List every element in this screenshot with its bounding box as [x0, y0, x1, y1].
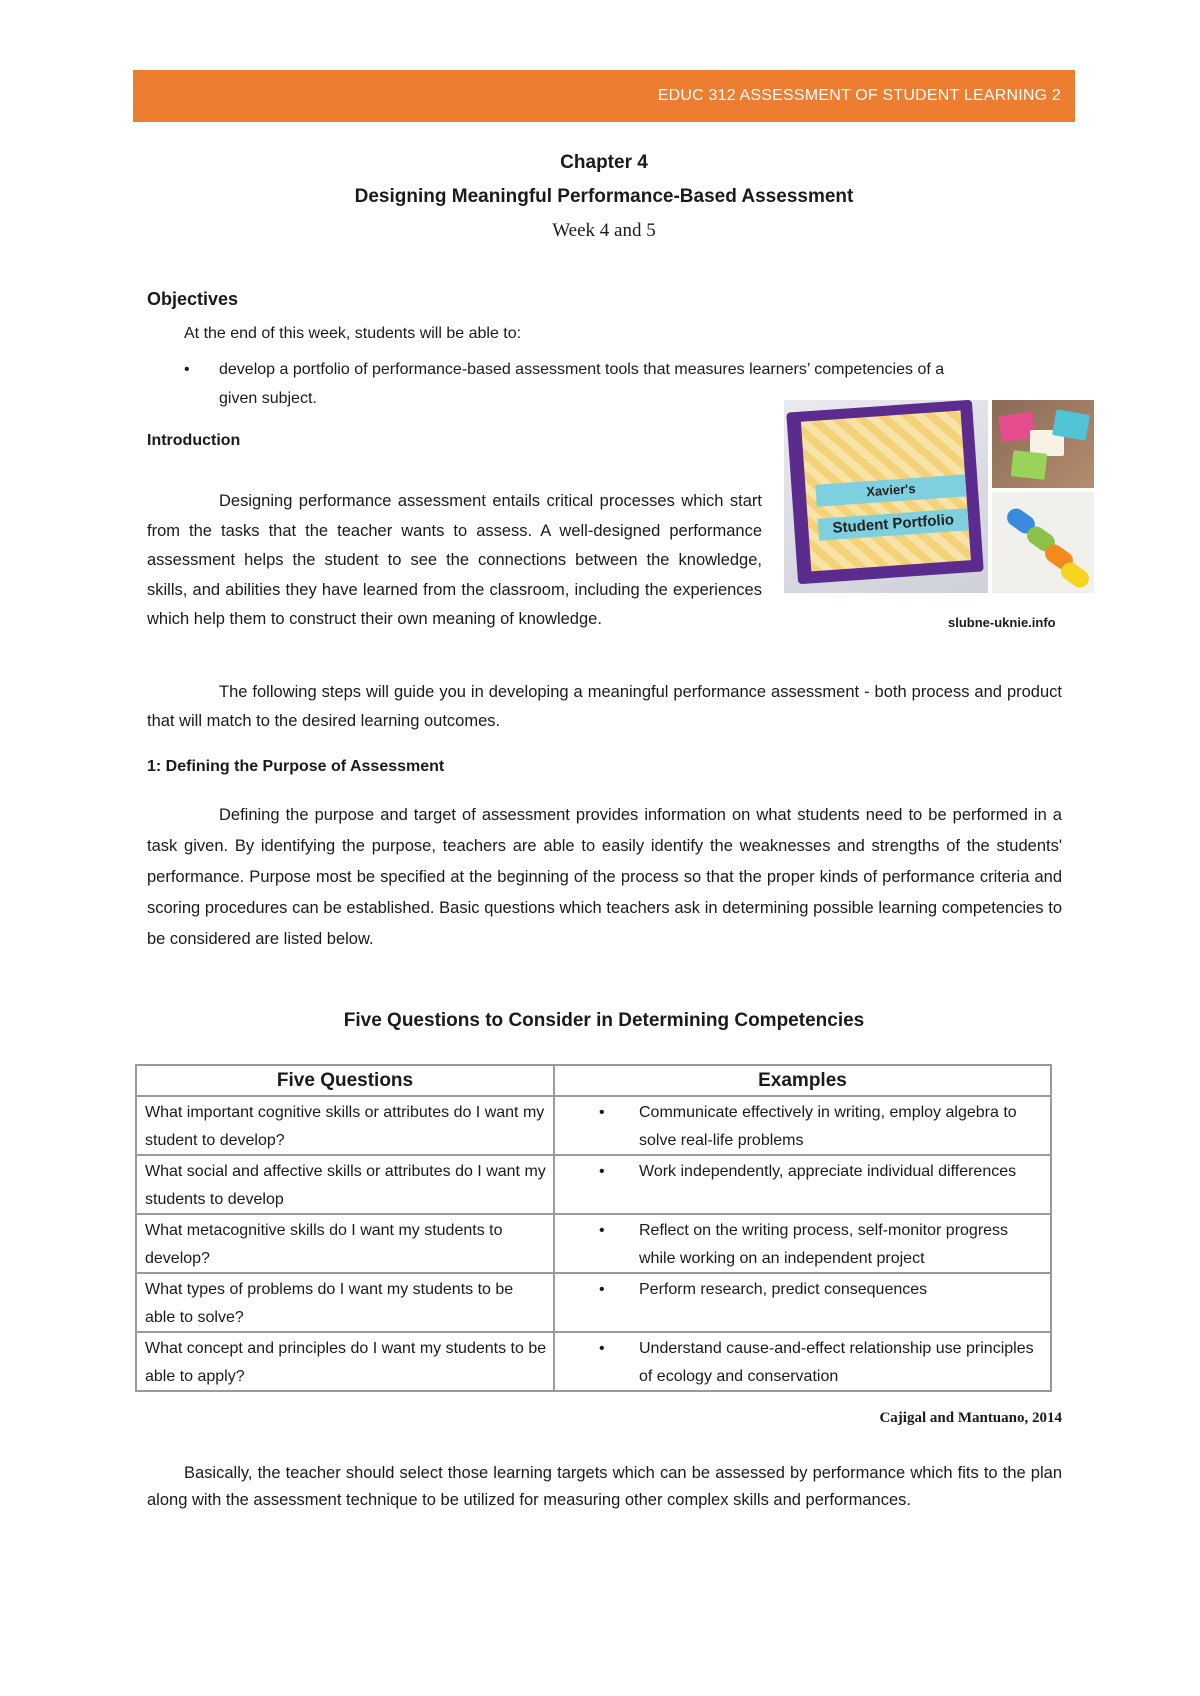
bullet-icon: •	[184, 361, 190, 378]
introduction-heading: Introduction	[147, 432, 241, 449]
binder-cover	[801, 411, 971, 572]
example-text: Understand cause-and-effect relationship use principles of ecology and conservation	[639, 1340, 1034, 1385]
example-text: Communicate effectively in writing, employ algebra to solve real-life problems	[639, 1104, 1017, 1149]
bullet-icon: •	[599, 1222, 605, 1239]
bullet-icon: •	[599, 1281, 605, 1298]
example-cell	[554, 1214, 1051, 1273]
table-header-row	[136, 1065, 1051, 1096]
binder-label-title: Student Portfolio	[818, 508, 969, 540]
table-citation: Cajigal and Mantuano, 2014	[879, 1410, 1062, 1426]
tabs-photo	[992, 492, 1094, 593]
table-row	[136, 1155, 1051, 1214]
chapter-label: Chapter 4	[560, 152, 648, 173]
question-cell: What types of problems do I want my students to be able to solve?	[136, 1273, 554, 1332]
bullet-icon: •	[599, 1163, 605, 1180]
closing-paragraph: Basically, the teacher should select those learning targets which can be assessed by performance which fits to the plan along with the assessment technique to be utilized for measuring other complex skills and performances.	[147, 1464, 1062, 1509]
header-bar	[133, 70, 1075, 122]
card-shape	[1052, 409, 1090, 441]
binder-photo	[784, 400, 988, 593]
binder-label-name: Xavier's	[815, 474, 966, 506]
question-cell: What metacognitive skills do I want my students to develop?	[136, 1214, 554, 1273]
page-title: Designing Meaningful Performance-Based Assessment	[354, 186, 854, 207]
example-text: Reflect on the writing process, self-monitor progress while working on an independent project	[639, 1222, 1009, 1267]
example-cell	[554, 1332, 1051, 1391]
table-row	[136, 1273, 1051, 1332]
example-text: Work independently, appreciate individual differences	[639, 1163, 1017, 1180]
portfolio-photo	[784, 400, 1094, 593]
objectives-heading: Objectives	[147, 289, 239, 309]
step-1-heading: 1: Defining the Purpose of Assessment	[147, 758, 445, 775]
header-five-questions: Five Questions	[136, 1065, 554, 1096]
example-text: Perform research, predict consequences	[639, 1281, 928, 1298]
course-title: EDUC 312 ASSESSMENT OF STUDENT LEARNING 2	[657, 87, 1061, 104]
table-row	[136, 1214, 1051, 1273]
example-cell	[554, 1096, 1051, 1155]
competencies-table	[135, 1064, 1052, 1392]
example-cell	[554, 1273, 1051, 1332]
table-row	[136, 1332, 1051, 1391]
example-cell	[554, 1155, 1051, 1214]
cards-photo	[992, 400, 1094, 488]
objective-text: develop a portfolio of performance-based assessment tools that measures learners’ competencies of a given subject.	[219, 361, 945, 407]
image-caption: slubne-uknie.info	[948, 615, 1056, 630]
objectives-intro: At the end of this week, students will be able to:	[184, 325, 522, 342]
steps-intro-paragraph: The following steps will guide you in developing a meaningful performance assessment - both process and product that will match to the desired learning outcomes.	[147, 683, 1062, 730]
header-examples: Examples	[554, 1065, 1051, 1096]
binder-image	[786, 400, 984, 584]
card-shape	[1011, 450, 1048, 479]
table-row	[136, 1096, 1051, 1155]
week-label: Week 4 and 5	[552, 220, 656, 241]
introduction-paragraph: Designing performance assessment entails critical processes which start from the tasks that the teacher wants to assess. A well-designed performance assessment helps the student to see the connections between the knowledge, skills, and abilities they have learned from the classroom, including the experiences which help them to construct their own meaning of knowledge.	[147, 492, 762, 628]
question-cell: What concept and principles do I want my students to be able to apply?	[136, 1332, 554, 1391]
table-title: Five Questions to Consider in Determining Competencies	[343, 1010, 865, 1031]
step-1-paragraph: Defining the purpose and target of assessment provides information on what students need to be performed in a task given. By identifying the purpose, teachers are able to easily identify the weaknesses and strengths of the students' performance. Purpose most be specified at the beginning of the process so that the proper kinds of performance criteria and scoring procedures can be established. Basic questions which teachers ask in determining possible learning competencies to be considered are listed below.	[147, 806, 1062, 948]
bullet-icon: •	[599, 1340, 605, 1357]
question-cell: What important cognitive skills or attributes do I want my student to develop?	[136, 1096, 554, 1155]
question-cell: What social and affective skills or attributes do I want my students to develop	[136, 1155, 554, 1214]
bullet-icon: •	[599, 1104, 605, 1121]
